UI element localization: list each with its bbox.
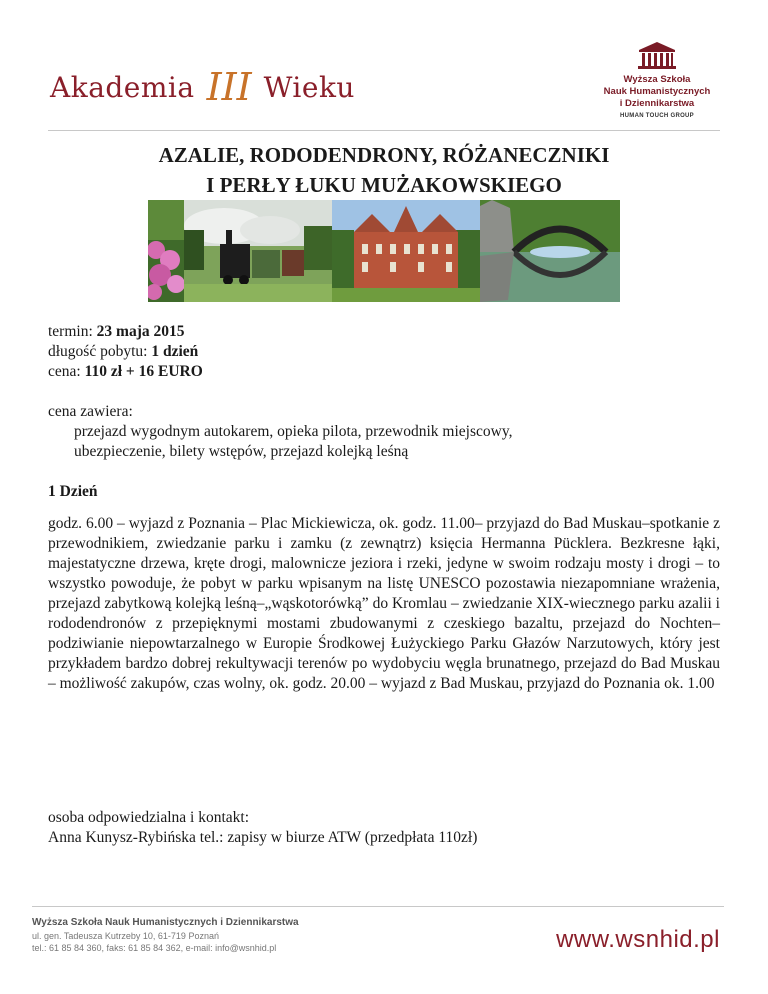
- photo-strip: [148, 200, 620, 302]
- price-label: cena:: [48, 363, 85, 380]
- contact-section: [48, 808, 720, 848]
- date-label: termin:: [48, 323, 97, 340]
- trip-price: [48, 362, 720, 382]
- footer-website: www.wsnhid.pl: [556, 926, 720, 953]
- logo-right-line-1: Wyższa Szkoła: [623, 74, 691, 85]
- rakotz-bridge-photo: [480, 200, 620, 302]
- trip-date: [48, 322, 720, 342]
- logo-right-line-2: Nauk Humanistycznych: [603, 86, 711, 97]
- muskau-castle-photo: [332, 200, 480, 302]
- logo-right-line-3: i Dziennikarstwa: [619, 98, 695, 109]
- price-includes: [48, 402, 720, 462]
- azaleas-rhododendron-photo: [148, 200, 184, 302]
- includes-line-1: przejazd wygodnym autokarem, opieka pilota, przewodnik miejscowy,: [74, 423, 513, 440]
- logo-word-wieku: Wieku: [263, 70, 355, 104]
- includes-label: cena zawiera:: [48, 403, 133, 420]
- date-value: 23 maja 2015: [96, 323, 185, 340]
- title-line-1: AZALIE, RODODENDRONY, RÓŻANECZNIKI: [158, 143, 610, 167]
- trip-duration: [48, 342, 720, 362]
- akademia-iii-wieku-logo: [50, 65, 355, 109]
- title-line-2: I PERŁY ŁUKU MUŻAKOWSKIEGO: [206, 173, 562, 197]
- duration-label: długość pobytu:: [48, 343, 152, 360]
- price-value: 110 zł + 16 EURO: [84, 363, 203, 380]
- includes-line-2: ubezpieczenie, bilety wstępów, przejazd kolejką leśną: [74, 443, 409, 460]
- wsnhid-logo: [592, 40, 722, 119]
- steam-train-photo: [184, 200, 332, 302]
- itinerary-paragraph: godz. 6.00 – wyjazd z Poznania – Plac Mickiewicza, ok. godz. 11.00– przyjazd do Bad Muskau–spotkanie z przewodnikiem, zwiedzanie parku i zamku (z zewnątrz) księcia Hermanna Pücklera. Bezkresne łąki, majestatyczne drzewa, kręte drogi, malownicze jeziora i rzeki, jedyne w swoim rodzaju mosty i drogi – to wszystko powoduje, że pobyt w parku wpisanym na listę UNESCO pozostawia niezapomniane wrażenia, przejazd zabytkową kolejką leśną–„wąskotorówką” do Kromlau – zwiedzanie XIX-wiecznego parku azalii i rododendronów z przepięknymi mostami zbudowanymi z czeskiego bazaltu, przejazd do Nochten–podziwianie niepowtarzalnego w Europie Środkowej Łużyckiego Parku Głazów Narzutowych, który jest przykładem bardzo dobrej rekultywacji terenów po wydobyciu węgla brunatnego, przejazd do Bad Muskau – możliwość zakupów, czas wolny, ok. godz. 20.00 – wyjazd z Bad Muskau, przyjazd do Poznania ok. 1.00: [48, 515, 720, 692]
- university-building-icon: [635, 40, 679, 70]
- contact-line: Anna Kunysz-Rybińska tel.: zapisy w biurze ATW (przedpłata 110zł): [48, 829, 478, 846]
- logo-word-akademia: Akademia: [50, 70, 195, 104]
- duration-value: 1 dzień: [151, 343, 199, 360]
- footer-contact: tel.: 61 85 84 360, faks: 61 85 84 362, e-mail: info@wsnhid.pl: [32, 943, 277, 953]
- page-title: [48, 140, 720, 200]
- footer-institution-name: Wyższa Szkoła Nauk Humanistycznych i Dziennikarstwa: [32, 917, 299, 928]
- header-divider: [48, 130, 720, 131]
- logo-roman-three: III: [206, 65, 252, 109]
- trip-info: [48, 322, 720, 382]
- footer-divider: [32, 906, 724, 907]
- footer-address: ul. gen. Tadeusza Kutrzeby 10, 61-719 Poznań: [32, 931, 219, 941]
- contact-label: osoba odpowiedzialna i kontakt:: [48, 809, 250, 826]
- day-heading: 1 Dzień: [48, 483, 98, 500]
- page-header: [0, 0, 768, 130]
- footer-address-block: [32, 916, 299, 954]
- logo-right-group: HUMAN TOUCH GROUP: [620, 113, 694, 119]
